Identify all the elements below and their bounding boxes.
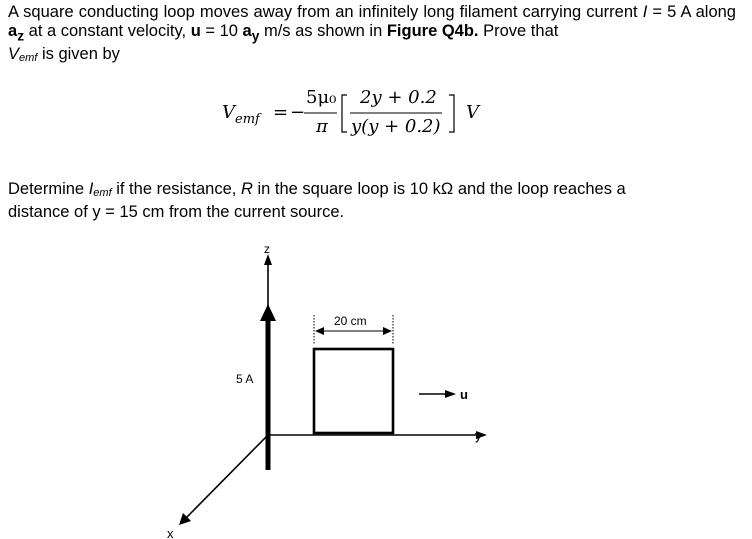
velocity-symbol: u [190, 22, 201, 40]
equation-lhs-v: V [222, 102, 235, 123]
iemf-symbol: I [88, 180, 94, 198]
dimension-arrow-left [315, 327, 324, 335]
dimension-arrow-right [383, 327, 392, 335]
current-label: 5 A [236, 372, 254, 386]
emf-symbol: V [8, 45, 20, 64]
unit-vector-az: a [8, 22, 18, 40]
statement-text: = 5 A along [647, 3, 736, 21]
resistance-symbol: R [240, 180, 253, 198]
velocity-arrowhead [445, 390, 456, 398]
y-axis-label: y [475, 428, 482, 443]
velocity-label: u [460, 387, 468, 402]
statement-text: is given by [37, 45, 120, 64]
statement-text: Determine [8, 180, 89, 198]
statement-text: distance of y = 15 cm from the current source. [8, 203, 345, 221]
current-symbol: I [642, 3, 648, 21]
emf-subscript: emf [19, 52, 38, 65]
unit-vector-ay-subscript: y [251, 28, 260, 44]
equation-lhs-subscript: emf [235, 112, 260, 127]
statement-text: in the square loop is 10 kΩ and the loop reaches a [252, 180, 626, 198]
equation-equals: = [273, 102, 289, 123]
statement-text: = 10 [200, 22, 243, 40]
fraction-denominator: y(y + 0.2) [351, 116, 441, 137]
x-axis-label: x [167, 526, 174, 539]
dimension-label: 20 cm [334, 314, 367, 328]
coefficient-denominator: π [316, 116, 328, 137]
coefficient-numerator: 5μ₀ [306, 87, 337, 108]
x-axis [186, 435, 268, 518]
current-direction-arrow [260, 304, 276, 321]
z-axis-label: z [264, 242, 270, 256]
figure-reference: Figure Q4b. [386, 22, 479, 40]
unit-vector-az-subscript: z [17, 28, 25, 44]
square-loop [314, 349, 393, 433]
iemf-subscript: emf [93, 187, 112, 199]
statement-text: Prove that [478, 22, 559, 40]
equation-minus: − [290, 102, 306, 123]
equation-unit: V [466, 102, 479, 123]
statement-text: A square conducting loop moves away from an infinitely long filament carrying current [8, 3, 638, 21]
unit-vector-ay: a [242, 22, 252, 40]
statement-text: m/s as shown in [259, 22, 387, 40]
statement-text: if the resistance, [111, 180, 241, 198]
statement-text: at a constant velocity, [24, 22, 191, 40]
fraction-numerator: 2y + 0.2 [360, 87, 437, 108]
